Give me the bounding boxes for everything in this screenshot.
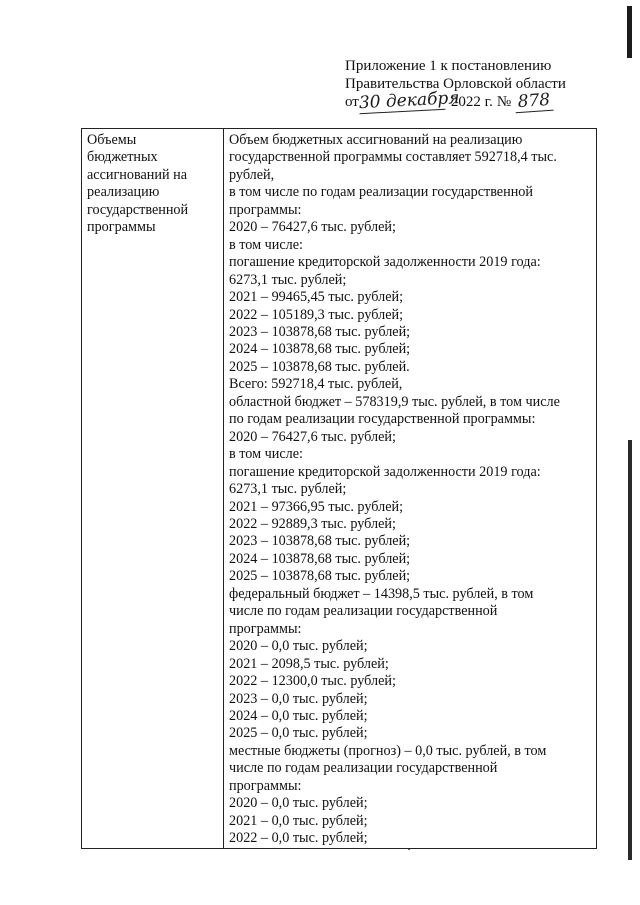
handwritten-number: 878 bbox=[515, 92, 554, 113]
content-line: 2025 – 0,0 тыс. рублей; bbox=[229, 725, 368, 742]
content-line: 2021 – 99465,45 тыс. рублей; bbox=[229, 289, 404, 306]
number-label: № bbox=[496, 94, 512, 110]
content-line: числе по годам реализации государственной bbox=[229, 603, 498, 620]
content-line: 2021 – 0,0 тыс. рублей; bbox=[229, 812, 368, 829]
year-text: 2022 г. bbox=[450, 94, 493, 110]
content-lines bbox=[229, 132, 592, 848]
content-line: в том числе: bbox=[229, 446, 303, 463]
from-label: от bbox=[345, 94, 359, 110]
content-line: 6273,1 тыс. рублей; bbox=[229, 271, 347, 288]
content-line: 2023 – 103878,68 тыс. рублей; bbox=[229, 323, 411, 340]
label-line: бюджетных bbox=[87, 149, 158, 166]
header-line-1: Приложение 1 к постановлению bbox=[345, 58, 552, 74]
handwritten-date: 30 декабря bbox=[358, 87, 460, 114]
content-line: федеральный бюджет – 14398,5 тыс. рублей, в том bbox=[229, 585, 534, 602]
content-line: программы: bbox=[229, 201, 302, 218]
content-line: 2020 – 76427,6 тыс. рублей; bbox=[229, 219, 396, 236]
content-line: погашение кредиторской задолженности 2019 года: bbox=[229, 463, 541, 480]
content-line: 2022 – 92889,3 тыс. рублей; bbox=[229, 515, 396, 532]
header-line-2: Правительства Орловской области bbox=[345, 75, 566, 92]
content-line: 2025 – 103878,68 тыс. рублей; bbox=[229, 568, 411, 585]
label-line: Объемы bbox=[87, 132, 137, 148]
content-line: 2022 – 0,0 тыс. рублей; bbox=[229, 830, 368, 847]
content-line: 2023 – 103878,68 тыс. рублей; bbox=[229, 533, 411, 550]
content-line: Объем бюджетных ассигнований на реализацию bbox=[229, 132, 523, 148]
content-line: 2020 – 0,0 тыс. рублей; bbox=[229, 795, 368, 812]
content-line: программы: bbox=[229, 777, 302, 794]
content-line: Всего: 592718,4 тыс. рублей, bbox=[229, 376, 403, 393]
label-cell bbox=[82, 129, 224, 849]
content-line: 2022 – 105189,3 тыс. рублей; bbox=[229, 306, 404, 323]
content-line: 2022 – 12300,0 тыс. рублей; bbox=[229, 673, 396, 690]
content-line: 6273,1 тыс. рублей; bbox=[229, 481, 347, 498]
table-row bbox=[82, 129, 597, 849]
content-line: 2021 – 2098,5 тыс. рублей; bbox=[229, 655, 389, 672]
content-line: 2021 – 97366,95 тыс. рублей; bbox=[229, 498, 404, 515]
content-line: областной бюджет – 578319,9 тыс. рублей, в том числе bbox=[229, 393, 560, 410]
content-line: 2024 – 0,0 тыс. рублей; bbox=[229, 707, 368, 724]
content-line: рублей, bbox=[229, 166, 275, 183]
content-line: 2020 – 76427,6 тыс. рублей; bbox=[229, 428, 396, 445]
label-lines bbox=[87, 132, 219, 237]
content-line: программы: bbox=[229, 620, 302, 637]
label-line: ассигнований на bbox=[87, 166, 188, 183]
label-line: государственной bbox=[87, 201, 189, 218]
content-line: 2024 – 103878,68 тыс. рублей; bbox=[229, 550, 411, 567]
label-line: реализацию bbox=[87, 184, 160, 201]
content-line: в том числе по годам реализации государственной bbox=[229, 184, 533, 201]
content-line: местные бюджеты (прогноз) – 0,0 тыс. рублей, в том bbox=[229, 742, 547, 759]
scan-edge-mark bbox=[627, 6, 632, 58]
scan-edge-line bbox=[628, 440, 632, 860]
content-line: по годам реализации государственной программы: bbox=[229, 411, 536, 428]
content-line: погашение кредиторской задолженности 2019 года: bbox=[229, 254, 541, 271]
label-line: программы bbox=[87, 219, 156, 236]
budget-table bbox=[81, 128, 597, 849]
content-line: 2020 – 0,0 тыс. рублей; bbox=[229, 638, 368, 655]
content-cell bbox=[224, 129, 597, 849]
content-line: 2025 – 103878,68 тыс. рублей. bbox=[229, 358, 410, 375]
content-line: государственной программы составляет 592718,4 тыс. bbox=[229, 149, 557, 166]
content-line: числе по годам реализации государственной bbox=[229, 760, 498, 777]
document-header bbox=[345, 58, 605, 112]
content-line: 2023 – 0,0 тыс. рублей; bbox=[229, 690, 368, 707]
content-line: в том числе: bbox=[229, 236, 303, 253]
header-line-3 bbox=[345, 87, 605, 114]
content-line: 2024 – 103878,68 тыс. рублей; bbox=[229, 341, 411, 358]
